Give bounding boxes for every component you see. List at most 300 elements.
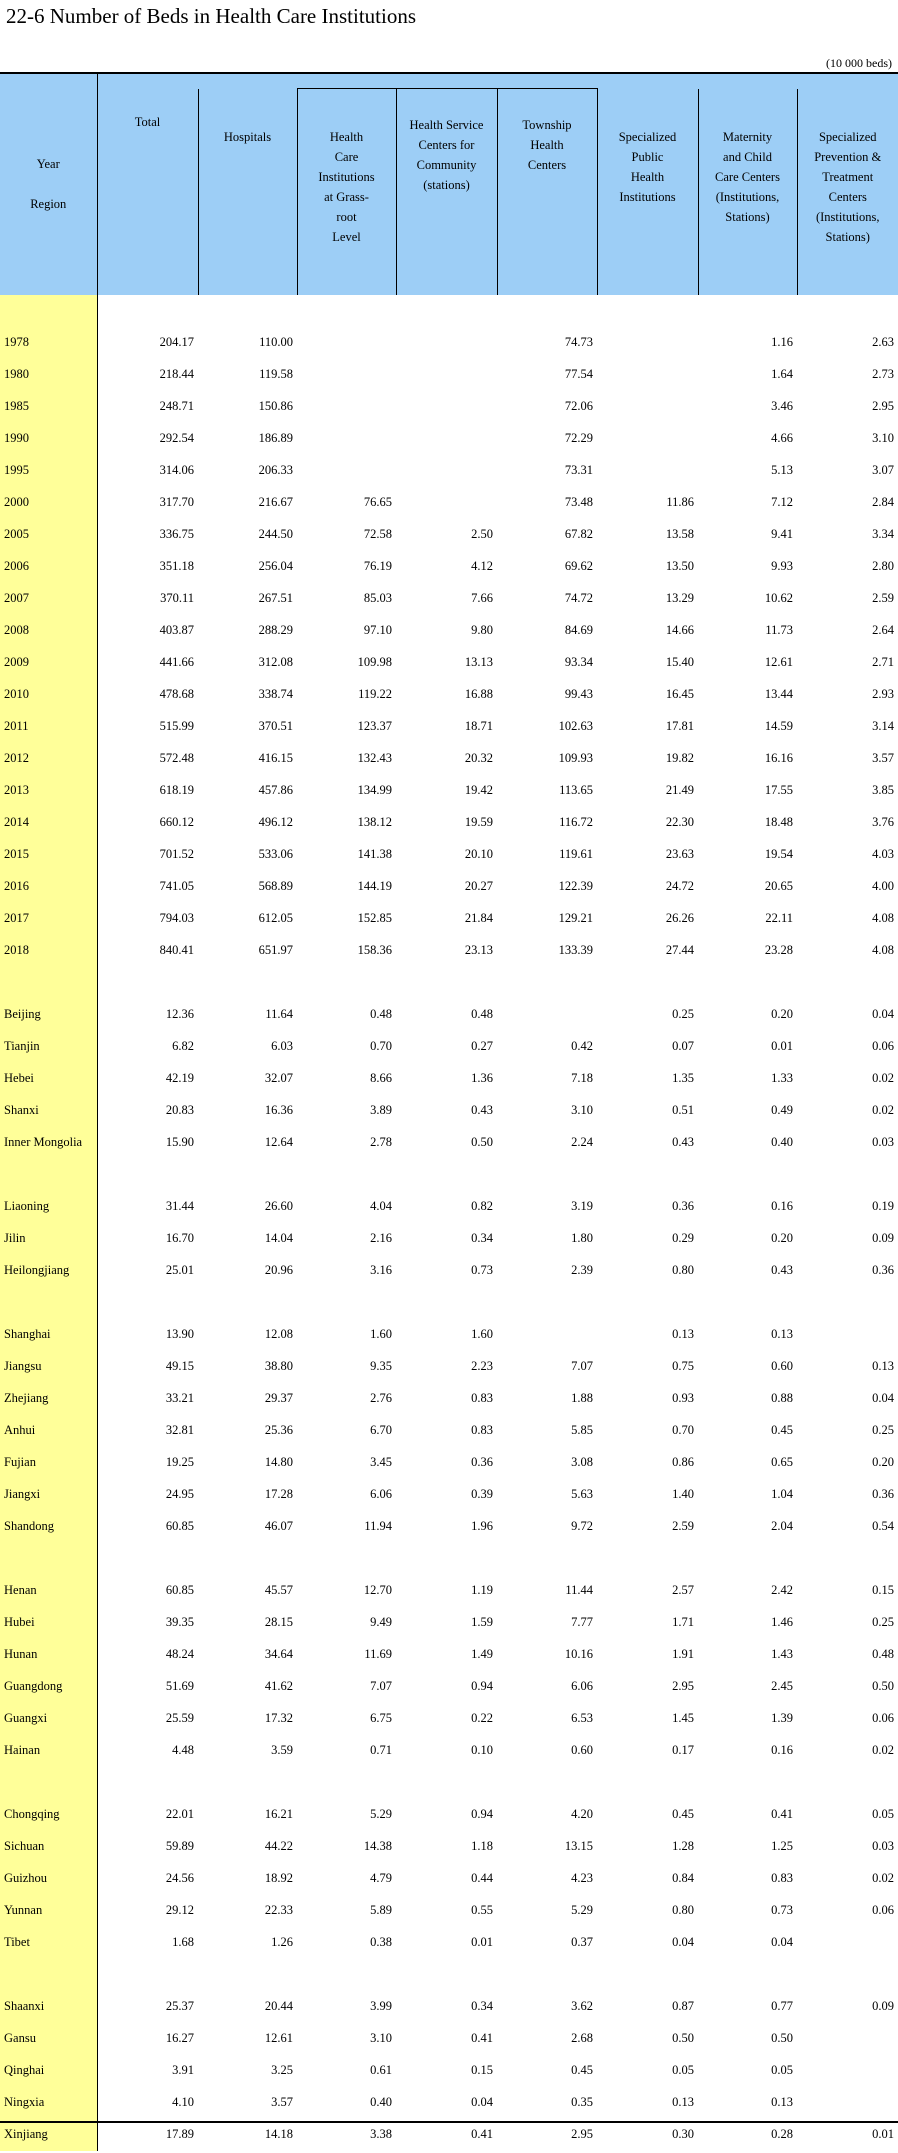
spacer-cell [198, 1287, 297, 1319]
spacer-cell [597, 1287, 698, 1319]
table-cell: 0.70 [672, 1423, 694, 1437]
table-cell: 0.05 [872, 1807, 894, 1821]
table-cell: 416.15 [258, 751, 293, 765]
header-township-line: Township [522, 118, 572, 132]
table-cell: 19.54 [764, 847, 793, 861]
spacer-cell [396, 1159, 497, 1191]
spacer-cell [597, 967, 698, 999]
table-cell: 1.33 [771, 1071, 793, 1085]
header-grassroot [297, 89, 396, 295]
table-cell: 12.08 [264, 1327, 293, 1341]
table-cell: 0.34 [471, 1231, 493, 1245]
spacer-cell [0, 1959, 97, 1991]
spacer-cell [198, 1959, 297, 1991]
table-cell: 2.39 [571, 1263, 593, 1277]
spacer-cell [797, 1959, 898, 1991]
table-cell [396, 391, 497, 423]
table-row [0, 1479, 898, 1511]
table-cell: 0.02 [872, 1871, 894, 1885]
table-cell: 0.25 [872, 1423, 894, 1437]
row-label: Hunan [0, 1639, 97, 1671]
header-township [497, 89, 597, 295]
table-cell: 22.11 [765, 911, 793, 925]
table-cell: 11.69 [364, 1647, 392, 1661]
table-cell: 11.64 [265, 1007, 293, 1021]
header-grassroot-line: Institutions [318, 170, 375, 184]
table-cell: 144.19 [357, 879, 392, 893]
table-cell: 1.18 [471, 1839, 493, 1853]
header-grassroot-line: Care [334, 150, 359, 164]
table-cell: 0.36 [471, 1455, 493, 1469]
header-community-line: Community [416, 158, 477, 172]
spacer-cell [698, 967, 797, 999]
table-cell: 0.01 [771, 1039, 793, 1053]
table-cell: 0.61 [370, 2063, 392, 2077]
row-label: 2005 [0, 519, 97, 551]
table-cell: 3.10 [370, 2031, 392, 2045]
spacer-cell [497, 1959, 597, 1991]
table-cell [597, 327, 698, 359]
table-cell: 3.25 [271, 2063, 293, 2077]
row-label: Ningxia [0, 2087, 97, 2119]
table-cell: 0.93 [672, 1391, 694, 1405]
table-cell: 3.38 [370, 2127, 392, 2141]
table-cell: 16.45 [665, 687, 694, 701]
table-cell: 314.06 [159, 463, 194, 477]
table-cell: 6.82 [172, 1039, 194, 1053]
table-cell: 370.51 [258, 719, 293, 733]
spacer-row [0, 1287, 898, 1319]
spacer-cell [97, 295, 198, 327]
table-cell: 1.19 [471, 1583, 493, 1597]
table-cell: 16.27 [165, 2031, 194, 2045]
table-cell: 0.06 [872, 1039, 894, 1053]
table-cell: 0.54 [872, 1519, 894, 1533]
table-cell: 0.45 [672, 1807, 694, 1821]
table-cell: 7.18 [571, 1071, 593, 1085]
spacer-cell [597, 295, 698, 327]
table-row [0, 679, 898, 711]
header-maternity-line: and Child [723, 149, 772, 164]
table-cell: 4.03 [872, 847, 894, 861]
table-row [0, 1735, 898, 1767]
table-cell: 119.61 [559, 847, 593, 861]
table-row [0, 1575, 898, 1607]
table-cell: 2.84 [872, 495, 894, 509]
header-prevention-line: Prevention & [814, 149, 882, 164]
table-cell: 2.50 [471, 527, 493, 541]
table-cell [797, 1927, 898, 1959]
header-public-health [597, 89, 698, 295]
table-cell: 0.43 [471, 1103, 493, 1117]
row-label: 1985 [0, 391, 97, 423]
table-cell: 16.88 [464, 687, 493, 701]
table-cell: 741.05 [159, 879, 194, 893]
table-cell: 0.04 [471, 2095, 493, 2109]
table-cell: 0.02 [872, 1743, 894, 1757]
table-row [0, 1095, 898, 1127]
table-cell: 351.18 [159, 559, 194, 573]
table-cell: 48.24 [165, 1647, 194, 1661]
table-cell: 2.16 [370, 1231, 392, 1245]
row-label: 2017 [0, 903, 97, 935]
table-row [0, 1991, 898, 2023]
row-label: 2011 [0, 711, 97, 743]
header-prevention-line: (Institutions, [815, 209, 880, 224]
spacer-cell [97, 1959, 198, 1991]
header-public-health-line: Health [630, 169, 665, 184]
row-label: Jilin [0, 1223, 97, 1255]
spacer-cell [0, 295, 97, 327]
table-cell: 4.20 [571, 1807, 593, 1821]
table-cell: 0.43 [672, 1135, 694, 1149]
table-cell: 1.04 [771, 1487, 793, 1501]
table-cell: 0.06 [872, 1903, 894, 1917]
table-cell: 84.69 [564, 623, 593, 637]
spacer-cell [97, 1287, 198, 1319]
table-cell: 2.59 [672, 1519, 694, 1533]
table-row [0, 1319, 898, 1351]
table-cell: 4.48 [172, 1743, 194, 1757]
table-cell: 18.48 [764, 815, 793, 829]
table-cell: 0.16 [771, 1743, 793, 1757]
table-cell: 312.08 [258, 655, 293, 669]
table-row [0, 1255, 898, 1287]
header-public-health-line: Specialized [618, 129, 677, 144]
table-row [0, 1191, 898, 1223]
table-cell: 4.66 [771, 431, 793, 445]
table-cell: 0.04 [872, 1007, 894, 1021]
table-cell: 76.19 [363, 559, 392, 573]
spacer-cell [497, 1767, 597, 1799]
table-cell: 19.82 [665, 751, 694, 765]
spacer-cell [97, 1159, 198, 1191]
table-cell [797, 1319, 898, 1351]
row-label: Henan [0, 1575, 97, 1607]
table-cell: 186.89 [258, 431, 293, 445]
table-row [0, 519, 898, 551]
spacer-row [0, 1159, 898, 1191]
table-row [0, 1639, 898, 1671]
table-row [0, 999, 898, 1031]
table-cell: 1.80 [571, 1231, 593, 1245]
table-row [0, 1927, 898, 1959]
table-cell: 0.20 [872, 1455, 894, 1469]
table-cell: 0.13 [771, 2095, 793, 2109]
table-cell: 0.75 [672, 1359, 694, 1373]
table-cell: 0.70 [370, 1039, 392, 1053]
table-cell: 0.09 [872, 1231, 894, 1245]
spacer-cell [497, 295, 597, 327]
table-cell: 2.71 [872, 655, 894, 669]
spacer-cell [698, 1767, 797, 1799]
table-cell: 0.05 [771, 2063, 793, 2077]
table-cell [597, 391, 698, 423]
table-cell: 0.88 [771, 1391, 793, 1405]
spacer-cell [797, 1159, 898, 1191]
table-cell: 4.08 [872, 943, 894, 957]
table-cell: 72.29 [564, 431, 593, 445]
table-cell: 0.86 [672, 1455, 694, 1469]
table-cell: 4.00 [872, 879, 894, 893]
table-cell: 141.38 [357, 847, 392, 861]
row-label: Guangdong [0, 1671, 97, 1703]
row-label: Chongqing [0, 1799, 97, 1831]
table-cell: 3.10 [872, 431, 894, 445]
table-cell: 0.20 [771, 1007, 793, 1021]
table-cell: 478.68 [159, 687, 194, 701]
table-row [0, 455, 898, 487]
table-cell: 119.58 [259, 367, 293, 381]
table-cell: 9.80 [471, 623, 493, 637]
table-cell: 336.75 [159, 527, 194, 541]
spacer-row [0, 295, 898, 327]
row-label: 1980 [0, 359, 97, 391]
table-row [0, 1671, 898, 1703]
table-cell: 3.08 [571, 1455, 593, 1469]
table-cell: 1.35 [672, 1071, 694, 1085]
spacer-cell [297, 1287, 396, 1319]
table-cell: 1.26 [271, 1935, 293, 1949]
table-cell: 0.50 [471, 1135, 493, 1149]
header-grassroot-line: Health [329, 130, 364, 144]
table-cell: 20.83 [165, 1103, 194, 1117]
table-row [0, 2055, 898, 2087]
header-hospitals: Hospitals [198, 89, 297, 295]
spacer-cell [698, 1287, 797, 1319]
table-cell: 2.73 [872, 367, 894, 381]
table-cell: 123.37 [357, 719, 392, 733]
row-label: 1995 [0, 455, 97, 487]
table-cell: 11.94 [364, 1519, 392, 1533]
row-label: Gansu [0, 2023, 97, 2055]
row-label: Heilongjiang [0, 1255, 97, 1287]
table-cell: 0.01 [872, 2127, 894, 2141]
table-cell: 20.44 [264, 1999, 293, 2013]
table-cell: 15.90 [165, 1135, 194, 1149]
table-cell: 0.10 [471, 1743, 493, 1757]
table-cell [396, 455, 497, 487]
table-row [0, 775, 898, 807]
table-cell [396, 359, 497, 391]
table-cell: 0.94 [471, 1679, 493, 1693]
table-cell: 660.12 [159, 815, 194, 829]
table-cell: 85.03 [363, 591, 392, 605]
table-cell: 97.10 [363, 623, 392, 637]
table-cell: 18.92 [264, 1871, 293, 1885]
table-cell: 0.83 [771, 1871, 793, 1885]
table-cell: 3.19 [571, 1199, 593, 1213]
row-label: 2010 [0, 679, 97, 711]
table-cell: 794.03 [159, 911, 194, 925]
table-cell: 7.66 [471, 591, 493, 605]
row-label: Tianjin [0, 1031, 97, 1063]
table-cell: 1.39 [771, 1711, 793, 1725]
table-cell: 99.43 [564, 687, 593, 701]
table-cell: 14.80 [264, 1455, 293, 1469]
table-cell: 12.61 [764, 655, 793, 669]
table-cell: 44.22 [264, 1839, 293, 1853]
row-label: 2016 [0, 871, 97, 903]
table-cell: 22.01 [165, 1807, 194, 1821]
table-row [0, 647, 898, 679]
table-cell: 0.50 [771, 2031, 793, 2045]
table-row [0, 807, 898, 839]
table-cell: 109.98 [357, 655, 392, 669]
table-cell: 113.65 [559, 783, 593, 797]
spacer-cell [97, 1767, 198, 1799]
table-cell: 0.71 [370, 1743, 392, 1757]
table-cell: 39.35 [165, 1615, 194, 1629]
header-maternity-line: Care Centers [715, 169, 780, 184]
table-cell: 1.43 [771, 1647, 793, 1661]
page-title: 22-6 Number of Beds in Health Care Institutions [6, 4, 417, 28]
table-cell [597, 359, 698, 391]
table-cell: 152.85 [357, 911, 392, 925]
table-cell: 441.66 [159, 655, 194, 669]
table-cell: 0.94 [471, 1807, 493, 1821]
table-cell: 14.18 [264, 2127, 293, 2141]
table-cell [297, 455, 396, 487]
table-cell: 457.86 [258, 783, 293, 797]
spacer-row [0, 967, 898, 999]
table-cell: 16.36 [264, 1103, 293, 1117]
row-label: Guangxi [0, 1703, 97, 1735]
table-cell: 25.59 [165, 1711, 194, 1725]
row-label: Yunnan [0, 1895, 97, 1927]
row-label: Zhejiang [0, 1383, 97, 1415]
row-label: 2000 [0, 487, 97, 519]
header-community [396, 89, 497, 295]
table-cell [297, 423, 396, 455]
table-cell: 0.05 [672, 2063, 694, 2077]
table-row [0, 935, 898, 967]
table-cell: 256.04 [258, 559, 293, 573]
spacer-cell [0, 1767, 97, 1799]
table-cell: 0.29 [672, 1231, 694, 1245]
header-maternity-line: Maternity [722, 129, 773, 144]
table-cell: 3.10 [571, 1103, 593, 1117]
table-cell: 0.34 [471, 1999, 493, 2013]
table-cell: 0.44 [471, 1871, 493, 1885]
table-cell: 6.53 [571, 1711, 593, 1725]
table-row [0, 2023, 898, 2055]
table-cell: 0.03 [872, 1839, 894, 1853]
table-cell: 9.41 [771, 527, 793, 541]
beds-table [0, 72, 898, 2151]
table-cell: 72.06 [564, 399, 593, 413]
table-cell: 7.07 [571, 1359, 593, 1373]
table-cell: 1.60 [471, 1327, 493, 1341]
table-cell: 31.44 [165, 1199, 194, 1213]
table-row [0, 1831, 898, 1863]
table-cell: 0.37 [571, 1935, 593, 1949]
table-row [0, 1607, 898, 1639]
spacer-row [0, 1543, 898, 1575]
header-grassroot-line: Level [332, 230, 361, 244]
table-cell: 0.45 [771, 1423, 793, 1437]
table-cell: 49.15 [165, 1359, 194, 1373]
table-cell: 17.32 [264, 1711, 293, 1725]
header-township-line: Centers [527, 158, 567, 172]
spacer-cell [797, 1543, 898, 1575]
table-cell: 338.74 [258, 687, 293, 701]
table-cell: 0.83 [471, 1423, 493, 1437]
header-prevention-line: Specialized [818, 129, 877, 144]
table-cell: 24.95 [165, 1487, 194, 1501]
table-cell: 0.38 [370, 1935, 392, 1949]
spacer-cell [797, 295, 898, 327]
header-township-line: Health [530, 138, 564, 152]
table-cell: 3.91 [172, 2063, 194, 2077]
row-label: Xinjiang [0, 2119, 97, 2151]
header-spacer [797, 73, 898, 89]
table-cell: 0.25 [672, 1007, 694, 1021]
table-cell: 0.02 [872, 1103, 894, 1117]
table-row [0, 2087, 898, 2119]
table-cell: 0.15 [471, 2063, 493, 2077]
table-cell: 12.61 [264, 2031, 293, 2045]
table-cell: 102.63 [558, 719, 593, 733]
table-cell: 0.13 [771, 1327, 793, 1341]
spacer-cell [597, 1543, 698, 1575]
table-cell [297, 391, 396, 423]
table-cell: 612.05 [258, 911, 293, 925]
table-cell: 0.17 [672, 1743, 694, 1757]
table-cell: 3.99 [370, 1999, 392, 2013]
table-cell: 0.06 [872, 1711, 894, 1725]
table-cell: 6.06 [370, 1487, 392, 1501]
row-label: Sichuan [0, 1831, 97, 1863]
table-cell: 76.65 [363, 495, 392, 509]
table-cell: 3.07 [872, 463, 894, 477]
table-cell: 5.13 [771, 463, 793, 477]
spacer-cell [597, 1159, 698, 1191]
spacer-cell [0, 1287, 97, 1319]
spacer-cell [396, 1287, 497, 1319]
header-prevention-line: Centers [828, 189, 867, 204]
table-cell: 5.85 [571, 1423, 593, 1437]
table-cell: 651.97 [258, 943, 293, 957]
header-public-health-line: Public [631, 149, 664, 164]
table-cell: 20.65 [764, 879, 793, 893]
table-cell: 1.28 [672, 1839, 694, 1853]
table-cell: 5.29 [370, 1807, 392, 1821]
header-maternity [698, 89, 797, 295]
table-cell: 22.33 [264, 1903, 293, 1917]
table-cell: 119.22 [358, 687, 392, 701]
table-cell: 0.87 [672, 1999, 694, 2013]
table-cell: 0.49 [771, 1103, 793, 1117]
spacer-cell [97, 1543, 198, 1575]
table-cell: 27.44 [665, 943, 694, 957]
table-cell [497, 1319, 597, 1351]
table-cell: 13.58 [665, 527, 694, 541]
table-cell: 0.03 [872, 1135, 894, 1149]
header-maternity-line: Stations) [725, 209, 770, 224]
table-cell: 515.99 [159, 719, 194, 733]
table-cell: 12.64 [264, 1135, 293, 1149]
row-label: 2015 [0, 839, 97, 871]
table-cell: 25.01 [165, 1263, 194, 1277]
table-row [0, 391, 898, 423]
table-cell: 6.70 [370, 1423, 392, 1437]
table-cell: 206.33 [258, 463, 293, 477]
spacer-cell [396, 1543, 497, 1575]
spacer-cell [0, 1159, 97, 1191]
table-cell: 0.36 [872, 1487, 894, 1501]
spacer-cell [698, 1159, 797, 1191]
